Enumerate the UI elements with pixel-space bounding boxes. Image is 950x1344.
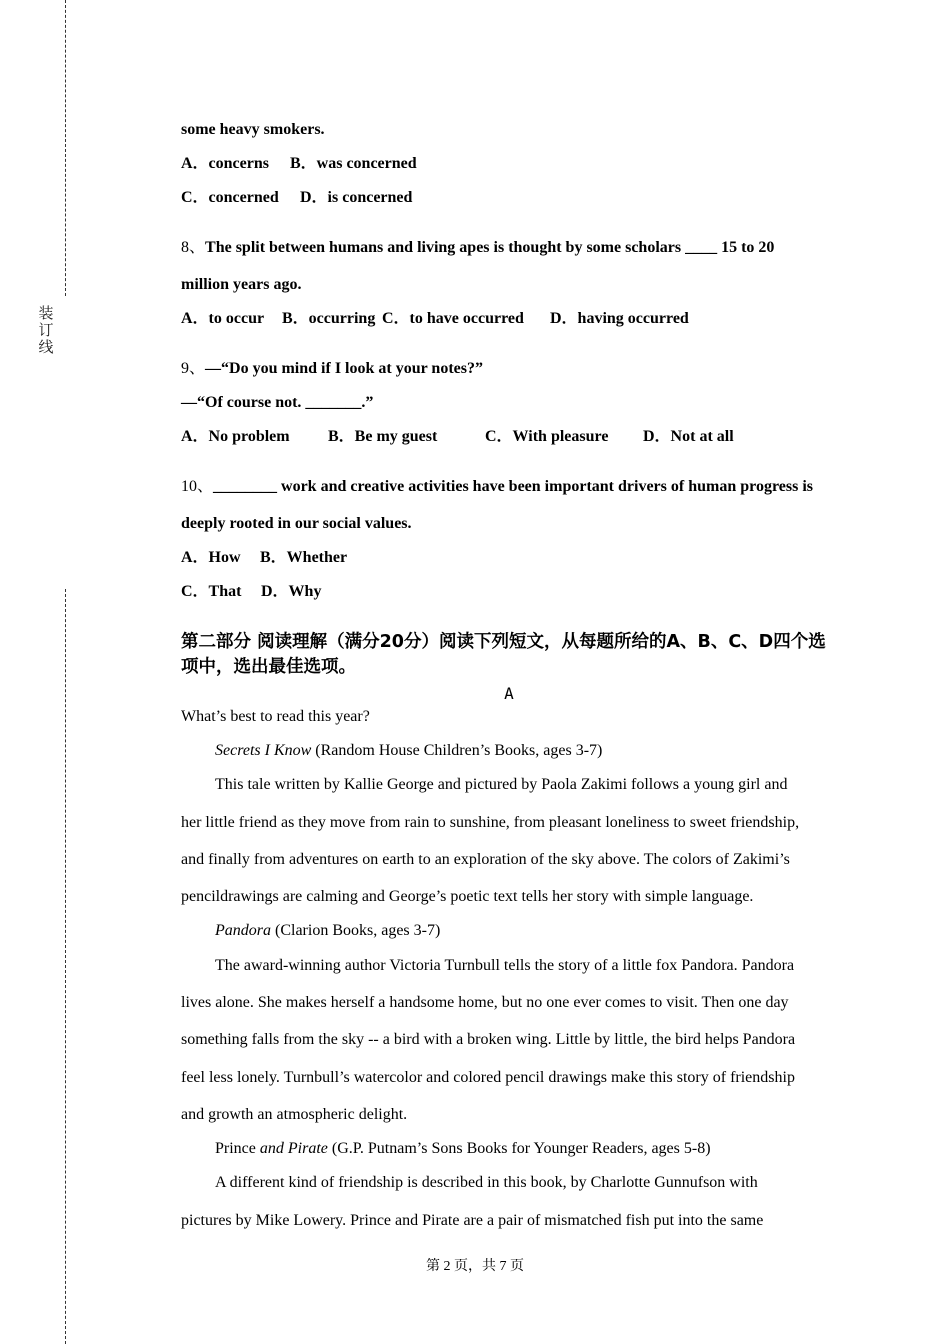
footer-page-number: 2 xyxy=(443,1259,451,1274)
q8-stem-line2: million years ago. xyxy=(181,276,302,293)
book1-paragraph-line: This tale written by Kallie George and pictured by Paola Zakimi follows a young girl and xyxy=(215,776,788,793)
q7-option-d: D．is concerned xyxy=(300,189,413,206)
q10-options-row1 xyxy=(181,548,347,568)
book2-paragraph-line: lives alone. She makes herself a handsome home, but no one ever comes to visit. Then one day xyxy=(181,994,789,1011)
book3-title-italic: and Pirate xyxy=(259,1140,328,1157)
book3-title-plain: Prince xyxy=(215,1140,260,1157)
book1-paragraph-line: her little friend as they move from rain to sunshine, from pleasant loneliness to sweet friendship, xyxy=(181,814,800,831)
book1-info: (Random House Children’s Books, ages 3-7) xyxy=(311,742,603,759)
q10-number: 10、 xyxy=(181,478,214,495)
q7-option-c: C．concerned xyxy=(181,189,279,206)
q9-stem-line1 xyxy=(181,359,483,379)
q8-options xyxy=(181,309,689,329)
q10-options-row2 xyxy=(181,582,321,602)
q8-number: 8、 xyxy=(181,239,206,256)
book2-info: (Clarion Books, ages 3-7) xyxy=(271,922,441,939)
q9-option-d: D．Not at all xyxy=(643,428,734,445)
binding-char: 线 xyxy=(38,338,54,356)
q8-option-c: C．to have occurred xyxy=(382,310,524,327)
q10-option-a: A．How xyxy=(181,549,241,566)
q8-option-a: A．to occur xyxy=(181,310,265,327)
q9-text: —“Do you mind if I look at your notes?” xyxy=(205,360,483,377)
q7-text-tail: some heavy smokers. xyxy=(181,121,325,138)
passage-intro: What’s best to read this year? xyxy=(181,708,370,725)
q10-stem-line2: deeply rooted in our social values. xyxy=(181,515,412,532)
q8-stem-line1 xyxy=(181,238,774,258)
book2-heading xyxy=(215,921,440,941)
binding-line-bottom xyxy=(65,589,66,1344)
footer-mid: 页，共 xyxy=(454,1259,496,1274)
q8-option-d: D．having occurred xyxy=(550,310,689,327)
book2-paragraph-line: something falls from the sky -- a bird with a broken wing. Little by little, the bird helps Pandora xyxy=(181,1031,796,1048)
q8-option-b: B．occurring xyxy=(282,310,376,327)
book3-heading xyxy=(215,1139,711,1159)
book2-paragraph-line: feel less lonely. Turnbull’s watercolor and colored pencil drawings make this story of friendship xyxy=(181,1069,795,1086)
book2-paragraph-line: and growth an atmospheric delight. xyxy=(181,1106,408,1123)
footer-suffix: 页 xyxy=(510,1259,524,1274)
footer-prefix: 第 xyxy=(426,1259,440,1274)
q7-option-b: B．was concerned xyxy=(290,155,417,172)
book1-title: Secrets I Know xyxy=(215,742,312,759)
q9-number: 9、 xyxy=(181,360,206,377)
q7-options-row1 xyxy=(181,154,417,174)
binding-label xyxy=(37,305,55,356)
q7-options-row2 xyxy=(181,188,412,208)
q9-options xyxy=(181,427,734,447)
footer-total-pages: 7 xyxy=(499,1259,507,1274)
book1-heading xyxy=(215,741,602,761)
q9-stem-line2: —“Of course not. _______.” xyxy=(181,394,374,411)
q10-option-c: C．That xyxy=(181,583,242,600)
q9-option-b: B．Be my guest xyxy=(328,428,438,445)
book3-paragraph-line: pictures by Mike Lowery. Prince and Pirate are a pair of mismatched fish put into the same xyxy=(181,1212,764,1229)
section-heading: 第二部分 阅读理解（满分20分）阅读下列短文，从每题所给的A、B、C、D四个选项中，选出最佳选项。 xyxy=(181,632,826,677)
book2-title: Pandora xyxy=(215,922,271,939)
passage-letter: A xyxy=(504,684,514,703)
q8-text: The split between humans and living apes is thought by some scholars ____ 15 to 20 xyxy=(205,239,775,256)
q9-option-c: C．With pleasure xyxy=(485,428,609,445)
book1-paragraph-line: pencildrawings are calming and George’s poetic text tells her story with simple language. xyxy=(181,888,754,905)
q10-option-b: B．Whether xyxy=(260,549,348,566)
book3-info: (G.P. Putnam’s Sons Books for Younger Readers, ages 5-8) xyxy=(327,1140,711,1157)
book1-paragraph-line: and finally from adventures on earth to an exploration of the sky above. The colors of Zakimi’s xyxy=(181,851,790,868)
binding-char: 装 xyxy=(38,304,54,322)
q9-option-a: A．No problem xyxy=(181,428,290,445)
q10-option-d: D．Why xyxy=(261,583,322,600)
q10-text: ________ work and creative activities have been important drivers of human progress is xyxy=(213,478,813,495)
q10-stem-line1 xyxy=(181,477,813,497)
binding-char: 订 xyxy=(38,321,54,339)
page-footer xyxy=(0,1258,950,1276)
book2-paragraph-line: The award-winning author Victoria Turnbull tells the story of a little fox Pandora. Pandora xyxy=(215,957,795,974)
book3-paragraph-line: A different kind of friendship is described in this book, by Charlotte Gunnufson with xyxy=(215,1174,758,1191)
binding-line-top xyxy=(65,0,66,296)
q7-option-a: A．concerns xyxy=(181,155,269,172)
